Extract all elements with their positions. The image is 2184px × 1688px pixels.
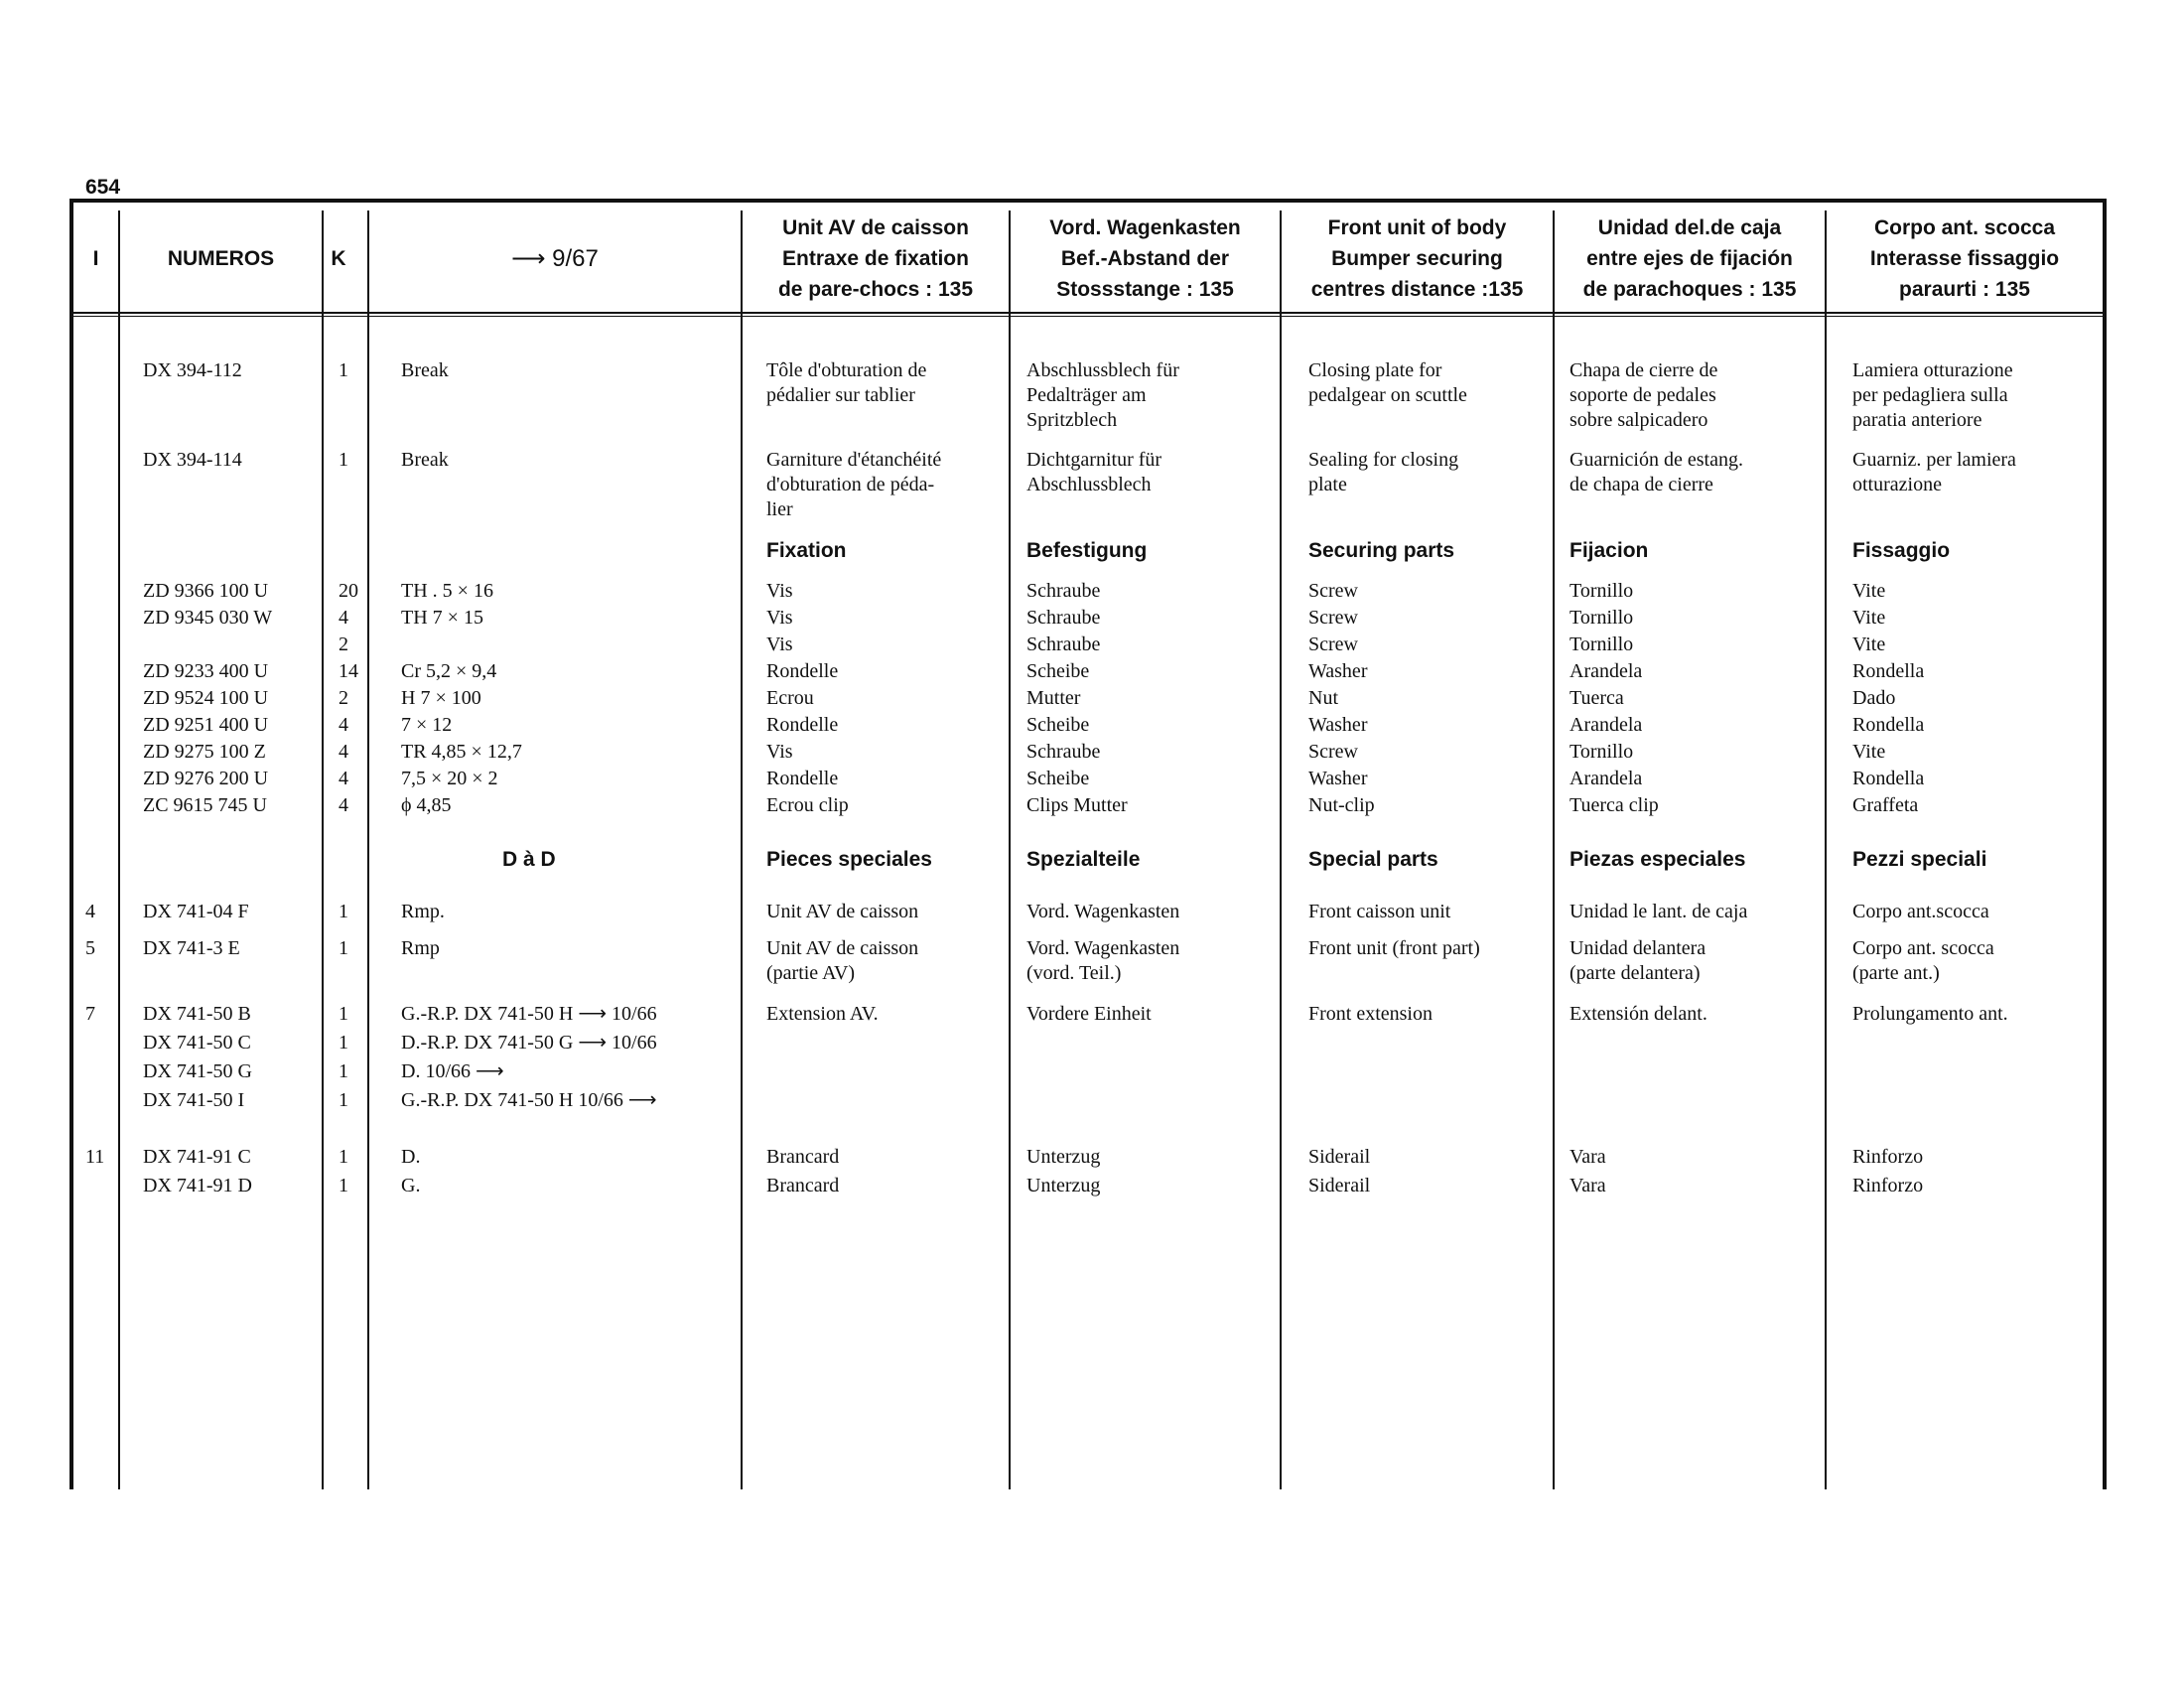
model: H 7 × 100 (401, 687, 481, 709)
desc-de: Dichtgarnitur für Abschlussblech (1026, 449, 1162, 495)
section-heading-fr: Fixation (766, 539, 847, 562)
item-index: 4 (85, 901, 95, 922)
desc-fr: Rondelle (766, 660, 839, 682)
desc-fr: Unit AV de caisson (partie AV) (766, 937, 919, 984)
item-index: 7 (85, 1003, 95, 1025)
model: D.-R.P. DX 741-50 G ⟶ 10/66 (401, 1032, 657, 1054)
model: D. 10/66 ⟶ (401, 1060, 504, 1082)
desc-it: Prolungamento ant. (1852, 1003, 2008, 1025)
header-english: Front unit of body Bumper securing centres distance :135 (1310, 215, 1524, 301)
quantity: 1 (339, 937, 348, 959)
header-qty: K (331, 246, 346, 270)
part-number: DX 394-114 (143, 449, 242, 471)
desc-it: Vite (1852, 607, 1886, 629)
quantity: 4 (339, 768, 348, 789)
model: TH 7 × 15 (401, 607, 483, 629)
desc-it: Lamiera otturazione per pedagliera sulla paratia anteriore (1852, 359, 2013, 431)
header-numeros: NUMEROS (167, 246, 275, 270)
desc-de: Schraube (1026, 633, 1101, 655)
desc-es: Unidad delantera (parte delantera) (1570, 937, 1706, 984)
column-divider (1009, 211, 1011, 1489)
column-divider (1280, 211, 1282, 1489)
desc-en: Washer (1308, 714, 1368, 736)
desc-it: Corpo ant.scocca (1852, 901, 1989, 922)
part-number: ZD 9275 100 Z (143, 741, 266, 763)
item-index: 5 (85, 937, 95, 959)
desc-en: Washer (1308, 660, 1368, 682)
quantity: 1 (339, 1175, 348, 1196)
desc-it: Corpo ant. scocca (parte ant.) (1852, 937, 1994, 984)
desc-de: Mutter (1026, 687, 1081, 709)
desc-fr: Rondelle (766, 768, 839, 789)
desc-fr: Vis (766, 741, 793, 763)
desc-en: Screw (1308, 633, 1358, 655)
section-heading-models: D à D (502, 848, 556, 871)
item-index: 11 (85, 1146, 105, 1168)
header-spanish: Unidad del.de caja entre ejes de fijación de parachoques : 135 (1582, 215, 1797, 301)
part-number: DX 394-112 (143, 359, 242, 381)
desc-it: Vite (1852, 580, 1886, 602)
header-divider-thin (69, 316, 2107, 317)
desc-fr: Brancard (766, 1175, 840, 1196)
desc-it: Rinforzo (1852, 1146, 1924, 1168)
model: 7 × 12 (401, 714, 453, 736)
header-index: I (92, 246, 99, 270)
model: Cr 5,2 × 9,4 (401, 660, 497, 682)
desc-it: Rinforzo (1852, 1175, 1924, 1196)
desc-it: Dado (1852, 687, 1896, 709)
desc-es: Tuerca clip (1570, 794, 1659, 816)
desc-de: Scheibe (1026, 768, 1090, 789)
model: Rmp (401, 937, 440, 959)
desc-es: Arandela (1570, 714, 1643, 736)
desc-fr: Rondelle (766, 714, 839, 736)
desc-de: Schraube (1026, 580, 1101, 602)
quantity: 1 (339, 359, 348, 381)
model: 7,5 × 20 × 2 (401, 768, 498, 789)
quantity: 1 (339, 1146, 348, 1168)
desc-fr: Tôle d'obturation de pédalier sur tablier (766, 359, 927, 406)
desc-en: Siderail (1308, 1146, 1371, 1168)
model: Rmp. (401, 901, 445, 922)
section-heading-it: Pezzi speciali (1852, 848, 1987, 871)
desc-fr: Vis (766, 580, 793, 602)
desc-es: Tornillo (1570, 580, 1634, 602)
section-heading-en: Special parts (1308, 848, 1438, 871)
header-divider (69, 312, 2107, 314)
column-divider (741, 211, 743, 1489)
desc-es: Tornillo (1570, 633, 1634, 655)
desc-es: Vara (1570, 1146, 1606, 1168)
desc-es: Tuerca (1570, 687, 1624, 709)
quantity: 1 (339, 1089, 348, 1111)
header-italian: Corpo ant. scocca Interasse fissaggio paraurti : 135 (1869, 215, 2060, 301)
desc-en: Closing plate for pedalgear on scuttle (1308, 359, 1467, 406)
desc-de: Clips Mutter (1026, 794, 1128, 816)
model: D. (401, 1146, 421, 1168)
part-number: DX 741-91 D (143, 1175, 252, 1196)
quantity: 1 (339, 1060, 348, 1082)
desc-it: Guarniz. per lamiera otturazione (1852, 449, 2016, 495)
quantity: 1 (339, 1032, 348, 1054)
section-heading-de: Spezialteile (1026, 848, 1141, 871)
model: ϕ 4,85 (401, 794, 452, 816)
desc-fr: Garniture d'étanchéité d'obturation de péda- lier (766, 449, 942, 520)
desc-de: Unterzug (1026, 1146, 1101, 1168)
model: Break (401, 449, 449, 471)
part-number: ZD 9366 100 U (143, 580, 269, 602)
desc-en: Nut (1308, 687, 1338, 709)
desc-en: Screw (1308, 741, 1358, 763)
desc-en: Screw (1308, 607, 1358, 629)
part-number: DX 741-04 F (143, 901, 249, 922)
section-heading-de: Befestigung (1026, 539, 1148, 562)
quantity: 2 (339, 687, 348, 709)
desc-en: Nut-clip (1308, 794, 1375, 816)
part-number: DX 741-50 C (143, 1032, 251, 1054)
quantity: 4 (339, 741, 348, 763)
section-heading-en: Securing parts (1308, 539, 1455, 562)
desc-de: Schraube (1026, 607, 1101, 629)
desc-it: Graffeta (1852, 794, 1919, 816)
column-divider (1553, 211, 1555, 1489)
part-number: DX 741-3 E (143, 937, 240, 959)
column-divider (1825, 211, 1827, 1489)
section-heading-fr: Pieces speciales (766, 848, 932, 871)
header-models: ⟶ 9/67 (511, 244, 599, 272)
desc-es: Tornillo (1570, 607, 1634, 629)
part-number: DX 741-91 C (143, 1146, 251, 1168)
header-german: Vord. Wagenkasten Bef.-Abstand der Stossstange : 135 (1049, 215, 1241, 301)
desc-fr: Ecrou clip (766, 794, 849, 816)
desc-fr: Extension AV. (766, 1003, 879, 1025)
quantity: 1 (339, 901, 348, 922)
part-number: ZC 9615 745 U (143, 794, 267, 816)
part-number: DX 741-50 I (143, 1089, 245, 1111)
quantity: 4 (339, 714, 348, 736)
desc-en: Screw (1308, 580, 1358, 602)
desc-it: Rondella (1852, 660, 1925, 682)
desc-en: Siderail (1308, 1175, 1371, 1196)
section-heading-es: Fijacion (1570, 539, 1649, 562)
quantity: 14 (339, 660, 358, 682)
quantity: 4 (339, 607, 348, 629)
desc-it: Vite (1852, 633, 1886, 655)
section-heading-es: Piezas especiales (1570, 848, 1746, 871)
model: TH . 5 × 16 (401, 580, 493, 602)
desc-it: Vite (1852, 741, 1886, 763)
desc-es: Vara (1570, 1175, 1606, 1196)
desc-es: Arandela (1570, 768, 1643, 789)
desc-de: Vord. Wagenkasten (1026, 901, 1180, 922)
model: Break (401, 359, 449, 381)
part-number: ZD 9524 100 U (143, 687, 269, 709)
desc-fr: Brancard (766, 1146, 840, 1168)
model: G.-R.P. DX 741-50 H 10/66 ⟶ (401, 1089, 657, 1111)
desc-fr: Ecrou (766, 687, 814, 709)
desc-es: Guarnición de estang. de chapa de cierre (1570, 449, 1743, 495)
quantity: 2 (339, 633, 348, 655)
section-heading-it: Fissaggio (1852, 539, 1951, 562)
desc-fr: Vis (766, 633, 793, 655)
desc-en: Washer (1308, 768, 1368, 789)
desc-de: Scheibe (1026, 660, 1090, 682)
desc-de: Schraube (1026, 741, 1101, 763)
desc-es: Unidad le lant. de caja (1570, 901, 1748, 922)
part-number: ZD 9276 200 U (143, 768, 269, 789)
desc-en: Front caisson unit (1308, 901, 1451, 922)
quantity: 20 (339, 580, 358, 602)
desc-de: Vord. Wagenkasten (vord. Teil.) (1026, 937, 1180, 984)
part-number: DX 741-50 B (143, 1003, 251, 1025)
desc-en: Front unit (front part) (1308, 937, 1480, 959)
column-divider (322, 211, 324, 1489)
model: TR 4,85 × 12,7 (401, 741, 522, 763)
column-divider (118, 211, 120, 1489)
desc-de: Vordere Einheit (1026, 1003, 1152, 1025)
desc-es: Arandela (1570, 660, 1643, 682)
desc-fr: Unit AV de caisson (766, 901, 919, 922)
model: G. (401, 1175, 421, 1196)
desc-es: Chapa de cierre de soporte de pedales sobre salpicadero (1570, 359, 1718, 431)
desc-de: Unterzug (1026, 1175, 1101, 1196)
desc-es: Tornillo (1570, 741, 1634, 763)
part-number: DX 741-50 G (143, 1060, 252, 1082)
page-number: 654 (85, 176, 121, 199)
desc-en: Sealing for closing plate (1308, 449, 1459, 495)
desc-de: Scheibe (1026, 714, 1090, 736)
part-number: ZD 9345 030 W (143, 607, 273, 629)
quantity: 1 (339, 449, 348, 471)
header-french: Unit AV de caisson Entraxe de fixation de pare-chocs : 135 (777, 215, 974, 301)
desc-it: Rondella (1852, 768, 1925, 789)
desc-es: Extensión delant. (1570, 1003, 1707, 1025)
desc-it: Rondella (1852, 714, 1925, 736)
desc-fr: Vis (766, 607, 793, 629)
model: G.-R.P. DX 741-50 H ⟶ 10/66 (401, 1003, 657, 1025)
desc-en: Front extension (1308, 1003, 1433, 1025)
desc-de: Abschlussblech für Pedalträger am Spritzblech (1026, 359, 1179, 431)
part-number: ZD 9233 400 U (143, 660, 269, 682)
column-divider (367, 211, 369, 1489)
quantity: 1 (339, 1003, 348, 1025)
part-number: ZD 9251 400 U (143, 714, 269, 736)
quantity: 4 (339, 794, 348, 816)
